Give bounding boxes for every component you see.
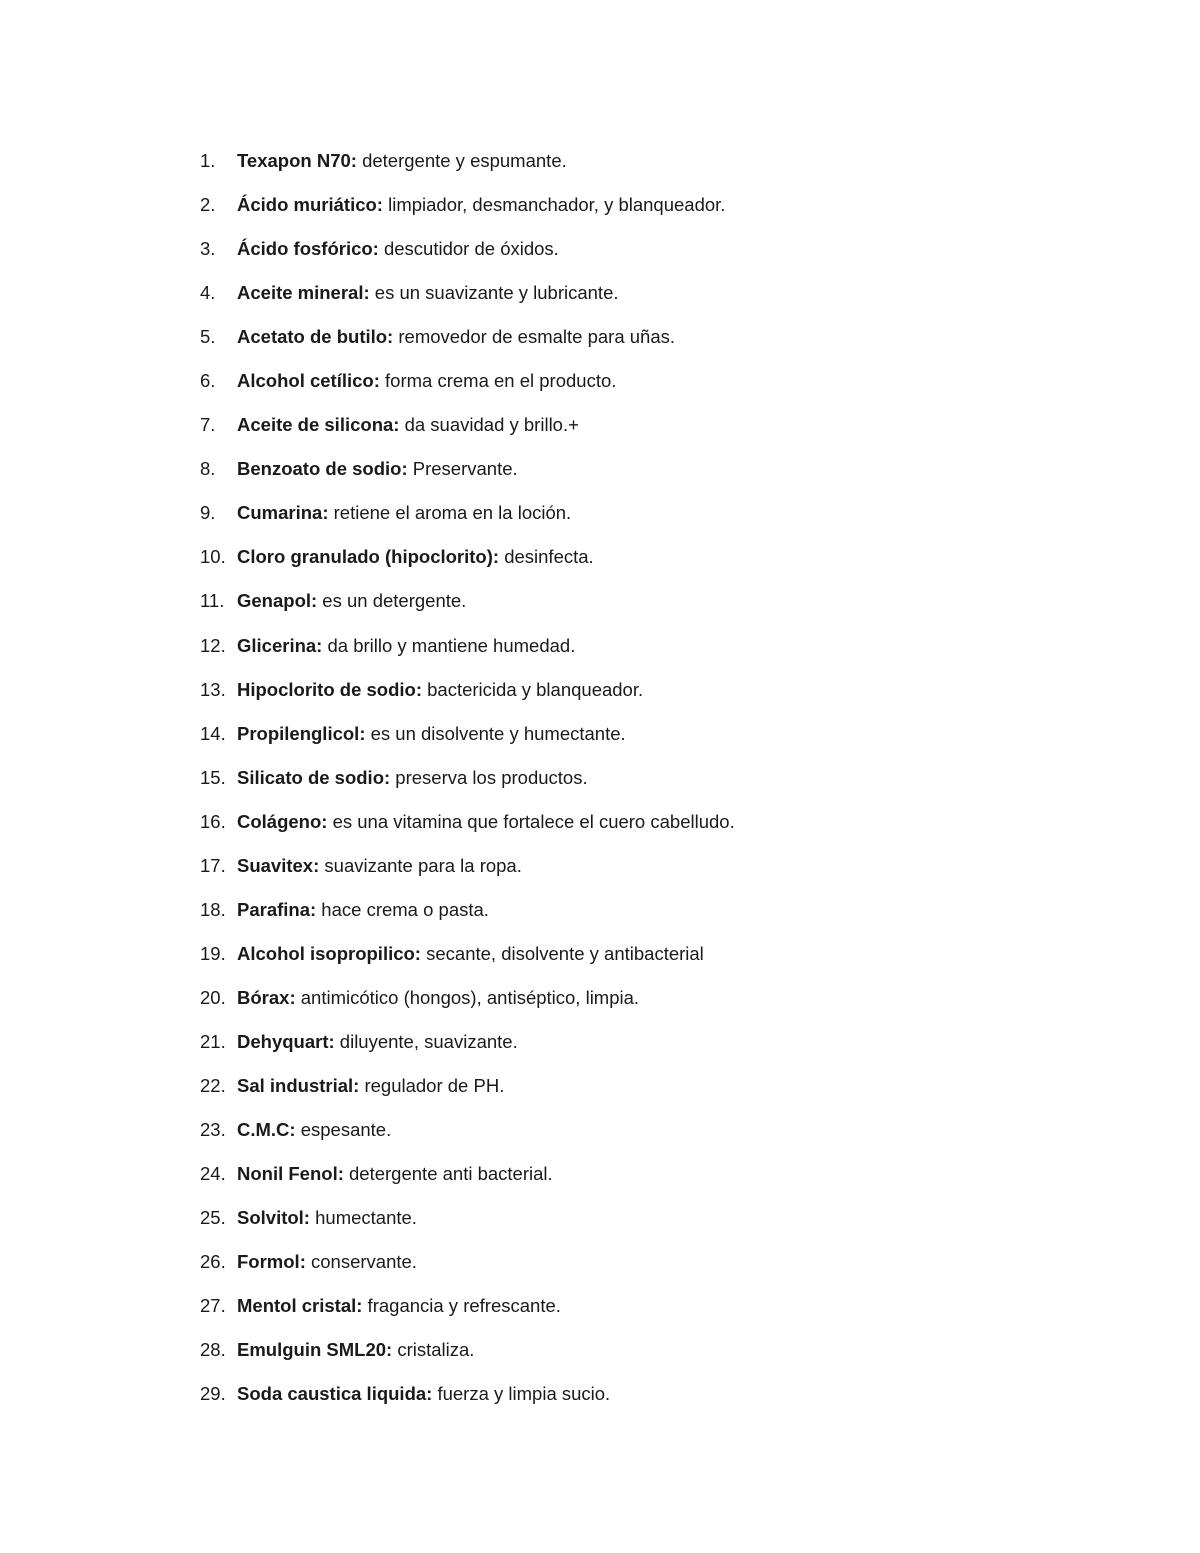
item-description: descutidor de óxidos.	[378, 238, 559, 260]
item-number: 2.	[200, 194, 216, 216]
item-description: espesante.	[295, 1119, 392, 1141]
item-number: 17.	[200, 854, 226, 876]
list-item	[200, 535, 1100, 579]
item-number: 1.	[200, 150, 216, 172]
list-item	[200, 668, 1100, 712]
item-number: 26.	[200, 1251, 226, 1273]
item-term: Bórax:	[237, 986, 296, 1008]
list-item	[200, 315, 1100, 359]
item-number: 29.	[200, 1383, 226, 1405]
item-description: diluyente, suavizante.	[334, 1030, 518, 1052]
item-number: 23.	[200, 1119, 226, 1141]
item-number: 15.	[200, 766, 226, 788]
item-number: 21.	[200, 1030, 226, 1052]
item-number: 6.	[200, 370, 216, 392]
list-item	[200, 976, 1100, 1020]
item-description: antimicótico (hongos), antiséptico, limpia.	[295, 986, 640, 1008]
item-number: 7.	[200, 414, 216, 436]
item-term: Ácido muriático:	[237, 194, 383, 216]
item-term: Ácido fosfórico:	[237, 238, 379, 260]
item-description: es un detergente.	[317, 590, 467, 612]
item-term: Suavitex:	[237, 854, 320, 876]
item-description: cristaliza.	[392, 1339, 475, 1361]
list-item	[200, 139, 1100, 183]
item-term: C.M.C:	[237, 1119, 296, 1141]
list-item	[200, 932, 1100, 976]
item-term: Hipoclorito de sodio:	[237, 678, 422, 700]
item-number: 10.	[200, 546, 226, 568]
item-number: 24.	[200, 1163, 226, 1185]
item-description: hace crema o pasta.	[316, 898, 489, 920]
item-description: es un disolvente y humectante.	[365, 722, 626, 744]
item-number: 20.	[200, 986, 226, 1008]
item-term: Sal industrial:	[237, 1075, 360, 1096]
list-item	[200, 1328, 1100, 1372]
item-term: Mentol cristal:	[237, 1295, 363, 1317]
item-term: Solvitol:	[237, 1207, 310, 1229]
item-term: Silicato de sodio:	[237, 766, 391, 788]
item-term: Cumarina:	[237, 502, 329, 524]
list-item	[200, 1372, 1100, 1416]
item-description: removedor de esmalte para uñas.	[393, 326, 675, 348]
item-description: limpiador, desmanchador, y blanqueador.	[382, 194, 726, 216]
item-number: 16.	[200, 810, 226, 832]
item-description: da suavidad y brillo.+	[399, 414, 579, 436]
item-number: 11.	[200, 590, 225, 612]
list-item	[200, 624, 1100, 668]
item-term: Aceite mineral:	[237, 282, 370, 304]
item-number: 19.	[200, 942, 226, 964]
list-item	[200, 1284, 1100, 1328]
item-number: 28.	[200, 1339, 226, 1361]
item-term: Aceite de silicona:	[237, 414, 400, 436]
item-term: Alcohol cetílico:	[237, 370, 380, 392]
item-description: preserva los productos.	[390, 766, 588, 788]
item-term: Dehyquart:	[237, 1030, 335, 1052]
item-description: fragancia y refrescante.	[362, 1295, 561, 1317]
list-item	[200, 271, 1100, 315]
list-item	[200, 491, 1100, 535]
list-item	[200, 844, 1100, 888]
ingredient-list	[200, 139, 1100, 1416]
item-number: 5.	[200, 326, 216, 348]
list-item	[200, 227, 1100, 271]
item-description: forma crema en el producto.	[379, 370, 617, 392]
item-term: Emulguin SML20:	[237, 1339, 393, 1361]
list-item	[200, 579, 1100, 623]
list-item	[200, 183, 1100, 227]
item-description: regulador de PH.	[359, 1075, 505, 1096]
list-item	[200, 1240, 1100, 1284]
list-item	[200, 1064, 1100, 1108]
item-term: Formol:	[237, 1251, 306, 1273]
item-term: Propilenglicol:	[237, 722, 366, 744]
item-number: 4.	[200, 282, 216, 304]
item-term: Nonil Fenol:	[237, 1163, 344, 1185]
item-number: 13.	[200, 678, 226, 700]
item-term: Soda caustica liquida:	[237, 1383, 433, 1405]
item-description: es un suavizante y lubricante.	[369, 282, 619, 304]
item-term: Benzoato de sodio:	[237, 458, 408, 480]
item-description: desinfecta.	[499, 546, 594, 568]
item-term: Cloro granulado (hipoclorito):	[237, 546, 500, 568]
item-term: Alcohol isopropilico:	[237, 942, 421, 964]
list-item	[200, 756, 1100, 800]
item-number: 18.	[200, 898, 226, 920]
item-number: 9.	[200, 502, 216, 524]
item-term: Texapon N70:	[237, 150, 357, 172]
item-term: Glicerina:	[237, 634, 323, 656]
item-description: fuerza y limpia sucio.	[432, 1383, 611, 1405]
item-description: secante, disolvente y antibacterial	[420, 942, 704, 964]
list-item	[200, 1196, 1100, 1240]
item-number: 12.	[200, 634, 226, 656]
item-term: Acetato de butilo:	[237, 326, 394, 348]
item-number: 25.	[200, 1207, 226, 1229]
item-term: Genapol:	[237, 590, 318, 612]
item-description: bactericida y blanqueador.	[422, 678, 644, 700]
item-number: 14.	[200, 722, 226, 744]
list-item	[200, 1020, 1100, 1064]
item-term: Colágeno:	[237, 810, 328, 832]
item-description: humectante.	[309, 1207, 417, 1229]
list-item	[200, 1108, 1100, 1152]
list-item	[200, 1152, 1100, 1196]
item-description: conservante.	[305, 1251, 417, 1273]
item-number: 22.	[200, 1075, 226, 1096]
item-description: retiene el aroma en la loción.	[328, 502, 572, 524]
list-item	[200, 888, 1100, 932]
item-description: da brillo y mantiene humedad.	[322, 634, 576, 656]
list-item	[200, 712, 1100, 756]
item-term: Parafina:	[237, 898, 317, 920]
item-description: detergente y espumante.	[356, 150, 567, 172]
list-item	[200, 800, 1100, 844]
item-description: detergente anti bacterial.	[343, 1163, 553, 1185]
list-item	[200, 403, 1100, 447]
item-description: suavizante para la ropa.	[319, 854, 522, 876]
item-number: 3.	[200, 238, 216, 260]
item-description: Preservante.	[407, 458, 518, 480]
item-number: 27.	[200, 1295, 226, 1317]
item-description: es una vitamina que fortalece el cuero cabelludo.	[327, 810, 735, 832]
list-item	[200, 359, 1100, 403]
item-number: 8.	[200, 458, 216, 480]
list-item	[200, 447, 1100, 491]
